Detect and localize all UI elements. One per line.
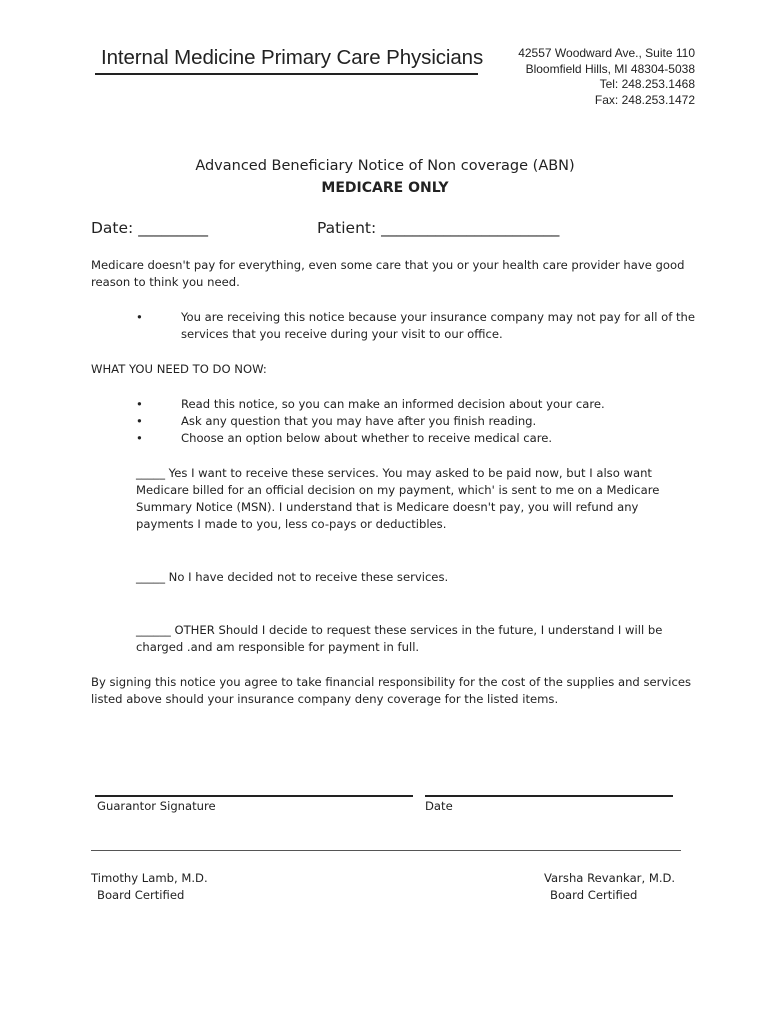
document-title: Advanced Beneficiary Notice of Non coverage (ABN) xyxy=(195,158,575,174)
guarantor-signature-label: Guarantor Signature xyxy=(97,799,216,813)
date-field[interactable]: Date: _________ xyxy=(91,219,208,237)
option-no[interactable]: _____ No I have decided not to receive these services. xyxy=(136,570,449,584)
physician-credential: Board Certified xyxy=(97,888,185,902)
practice-address xyxy=(518,46,695,108)
address-line-1: 42557 Woodward Ave., Suite 110 xyxy=(518,46,695,60)
notice-line-1: You are receiving this notice because your insurance company may not pay for all of the xyxy=(181,310,695,324)
notice-line-2: services that you receive during your visit to our office. xyxy=(181,327,503,341)
what-to-do-heading: WHAT YOU NEED TO DO NOW: xyxy=(91,362,267,376)
footer-divider xyxy=(91,850,681,851)
instruction-item: Ask any question that you may have after you finish reading. xyxy=(181,414,537,428)
bullet-icon: • xyxy=(136,397,143,411)
option-yes-line-3: Summary Notice (MSN). I understand that is Medicare doesn't pay, you will refund any xyxy=(136,500,639,514)
guarantor-signature-line[interactable] xyxy=(95,795,413,797)
bullet-icon: • xyxy=(136,414,143,428)
practice-name-underline xyxy=(95,73,478,75)
intro-line-1: Medicare doesn't pay for everything, even some care that you or your health care provider have good xyxy=(91,258,685,272)
physician-name: Timothy Lamb, M.D. xyxy=(91,871,208,885)
physician-name: Varsha Revankar, M.D. xyxy=(544,871,676,885)
agreement-line-2: listed above should your insurance company deny coverage for the listed items. xyxy=(91,692,559,706)
option-other-line-2: charged .and am responsible for payment in full. xyxy=(136,640,420,654)
patient-field[interactable]: Patient: _______________________ xyxy=(317,219,560,237)
phone-number: Tel: 248.253.1468 xyxy=(599,77,695,91)
agreement-line-1: By signing this notice you agree to take financial responsibility for the cost of the supplies and services xyxy=(91,675,692,689)
option-other-line-1[interactable]: ______ OTHER Should I decide to request these services in the future, I understand I will be xyxy=(136,623,663,637)
practice-name: Internal Medicine Primary Care Physicians xyxy=(101,46,484,69)
instruction-item: Read this notice, so you can make an informed decision about your care. xyxy=(181,397,605,411)
signature-date-label: Date xyxy=(425,799,453,813)
bullet-icon: • xyxy=(136,431,143,445)
document-subtitle: MEDICARE ONLY xyxy=(321,180,449,196)
instruction-item: Choose an option below about whether to receive medical care. xyxy=(181,431,553,445)
physician-credential: Board Certified xyxy=(550,888,638,902)
intro-line-2: reason to think you need. xyxy=(91,275,240,289)
bullet-icon: • xyxy=(136,310,143,324)
option-yes-line-1[interactable]: _____ Yes I want to receive these services. You may asked to be paid now, but I also want xyxy=(136,466,652,480)
option-yes-line-4: payments I made to you, less co-pays or deductibles. xyxy=(136,517,447,531)
address-line-2: Bloomfield Hills, MI 48304-5038 xyxy=(525,61,695,76)
option-yes-line-2: Medicare billed for an official decision on my payment, which' is sent to me on a Medicare xyxy=(136,483,660,497)
fax-number: Fax: 248.253.1472 xyxy=(594,92,695,107)
signature-date-line[interactable] xyxy=(425,795,673,797)
